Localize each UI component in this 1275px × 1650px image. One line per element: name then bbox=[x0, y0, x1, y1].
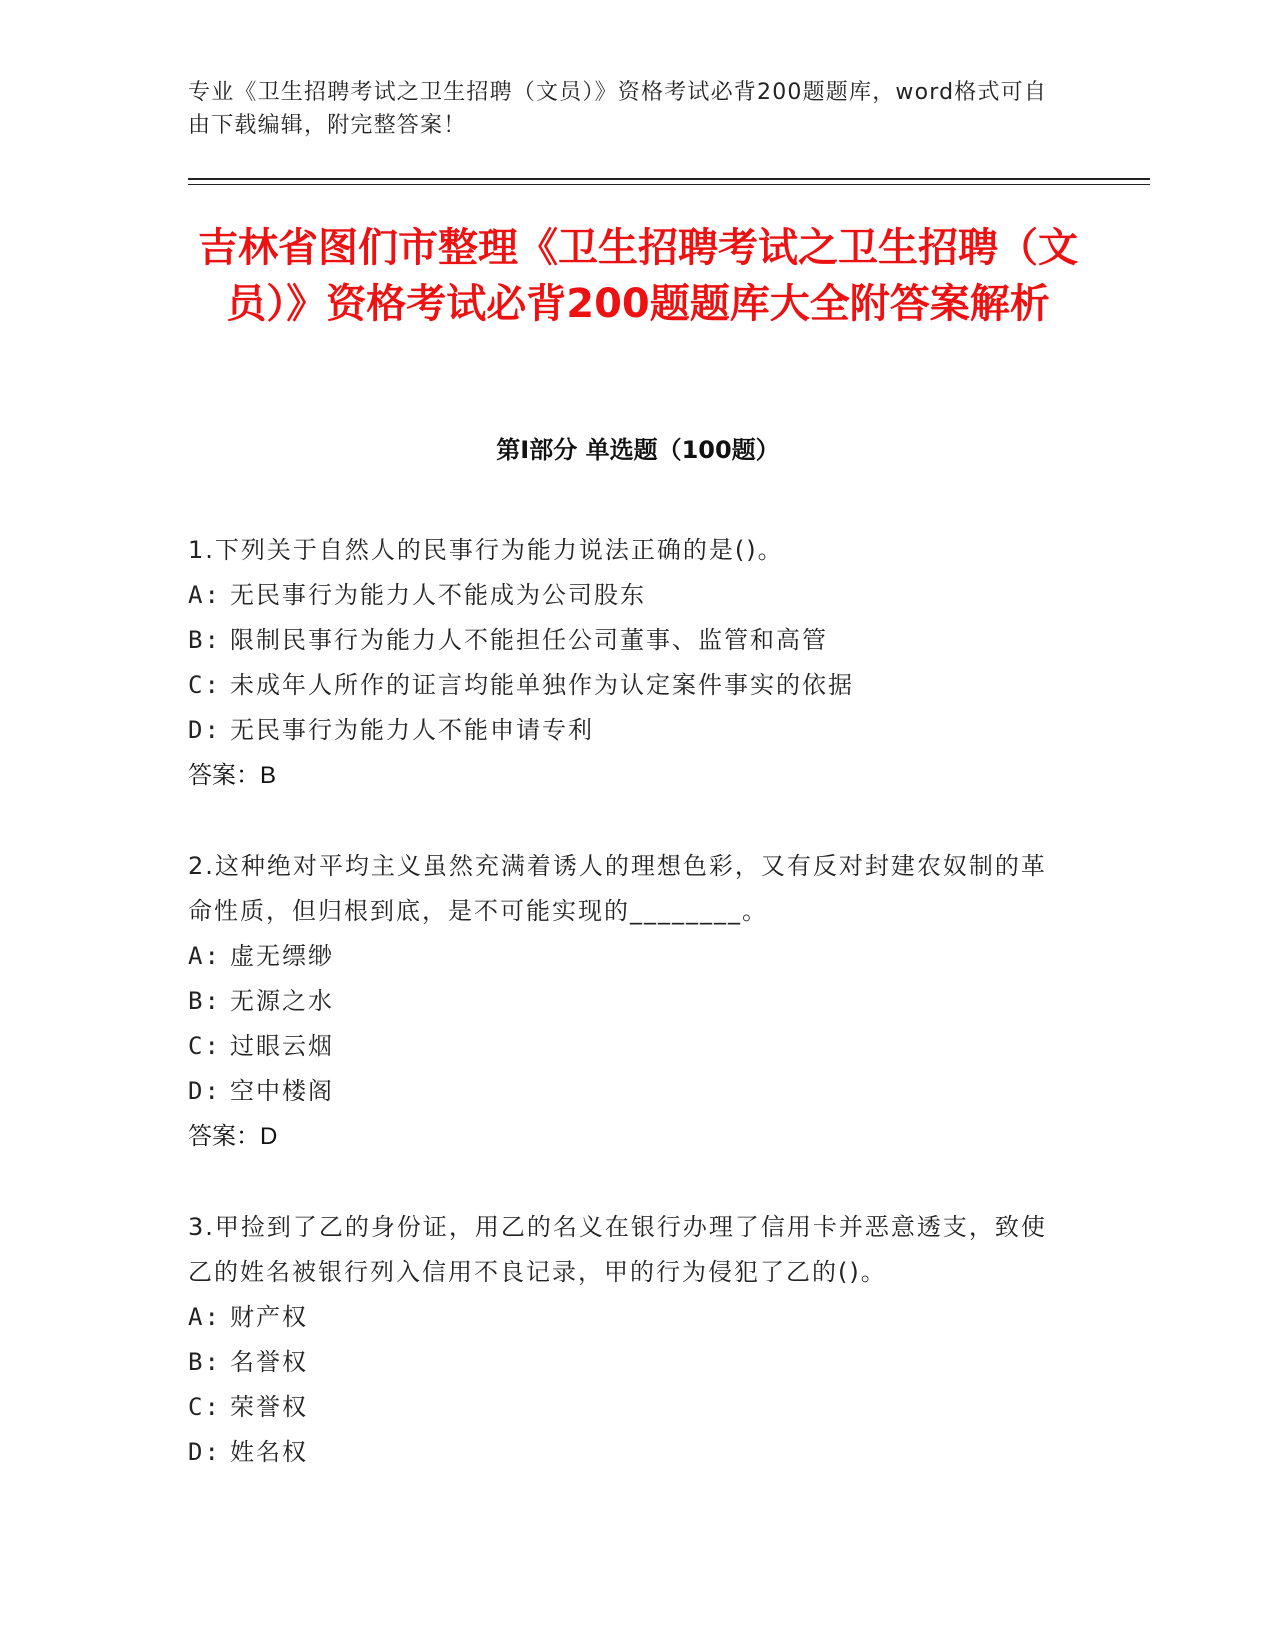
option-d bbox=[188, 1069, 1068, 1114]
option-b bbox=[188, 979, 1068, 1024]
header-note: 专业《卫生招聘考试之卫生招聘（文员）》资格考试必背200题题库，word格式可自由下载编辑，附完整答案！ bbox=[188, 80, 1048, 138]
option-text: 空中楼阁 bbox=[230, 1077, 334, 1105]
question-stem: 2.这种绝对平均主义虽然充满着诱人的理想色彩，又有反对封建农奴制的革命性质，但归根到底，是不可能实现的________。 bbox=[188, 852, 1047, 925]
option-key: D: bbox=[188, 1077, 221, 1105]
option-c bbox=[188, 663, 1068, 708]
option-d bbox=[188, 1430, 1068, 1475]
option-b bbox=[188, 1340, 1068, 1385]
answer-line: 答案：D bbox=[188, 1123, 278, 1150]
header-rule-thick bbox=[188, 178, 1150, 180]
option-c bbox=[188, 1385, 1068, 1430]
option-key: A: bbox=[188, 581, 221, 609]
answer-line: 答案：B bbox=[188, 762, 277, 789]
question-2 bbox=[188, 844, 1068, 1159]
option-b bbox=[188, 618, 1068, 663]
question-stem: 1.下列关于自然人的民事行为能力说法正确的是()。 bbox=[188, 536, 784, 564]
option-text: 无源之水 bbox=[230, 987, 334, 1015]
question-3 bbox=[188, 1205, 1068, 1475]
option-text: 无民事行为能力人不能成为公司股东 bbox=[230, 581, 646, 609]
option-key: C: bbox=[188, 1393, 221, 1421]
option-text: 过眼云烟 bbox=[230, 1032, 334, 1060]
option-a bbox=[188, 1295, 1068, 1340]
option-text: 限制民事行为能力人不能担任公司董事、监管和高管 bbox=[230, 626, 828, 654]
option-key: D: bbox=[188, 1438, 221, 1466]
question-list bbox=[188, 528, 1068, 1521]
option-a bbox=[188, 573, 1068, 618]
question-stem: 3.甲捡到了乙的身份证，用乙的名义在银行办理了信用卡并恶意透支，致使乙的姓名被银行列入信用不良记录，甲的行为侵犯了乙的()。 bbox=[188, 1213, 1047, 1286]
option-a bbox=[188, 934, 1068, 979]
option-text: 无民事行为能力人不能申请专利 bbox=[230, 716, 594, 744]
option-key: C: bbox=[188, 671, 221, 699]
option-text: 名誉权 bbox=[230, 1348, 308, 1376]
option-d bbox=[188, 708, 1068, 753]
option-c bbox=[188, 1024, 1068, 1069]
option-key: B: bbox=[188, 987, 221, 1015]
section-title: 第I部分 单选题（100题） bbox=[496, 436, 780, 464]
option-key: A: bbox=[188, 1303, 221, 1331]
option-key: B: bbox=[188, 1348, 221, 1376]
option-key: B: bbox=[188, 626, 221, 654]
option-text: 财产权 bbox=[230, 1303, 308, 1331]
option-key: D: bbox=[188, 716, 221, 744]
question-1 bbox=[188, 528, 1068, 798]
option-key: A: bbox=[188, 942, 221, 970]
option-text: 荣誉权 bbox=[230, 1393, 308, 1421]
option-text: 虚无缥缈 bbox=[230, 942, 334, 970]
header-rule-thin bbox=[188, 184, 1150, 185]
option-key: C: bbox=[188, 1032, 221, 1060]
option-text: 姓名权 bbox=[230, 1438, 308, 1466]
option-text: 未成年人所作的证言均能单独作为认定案件事实的依据 bbox=[230, 671, 854, 699]
document-title: 吉林省图们市整理《卫生招聘考试之卫生招聘（文员）》资格考试必背200题题库大全附答案解析 bbox=[198, 225, 1078, 327]
